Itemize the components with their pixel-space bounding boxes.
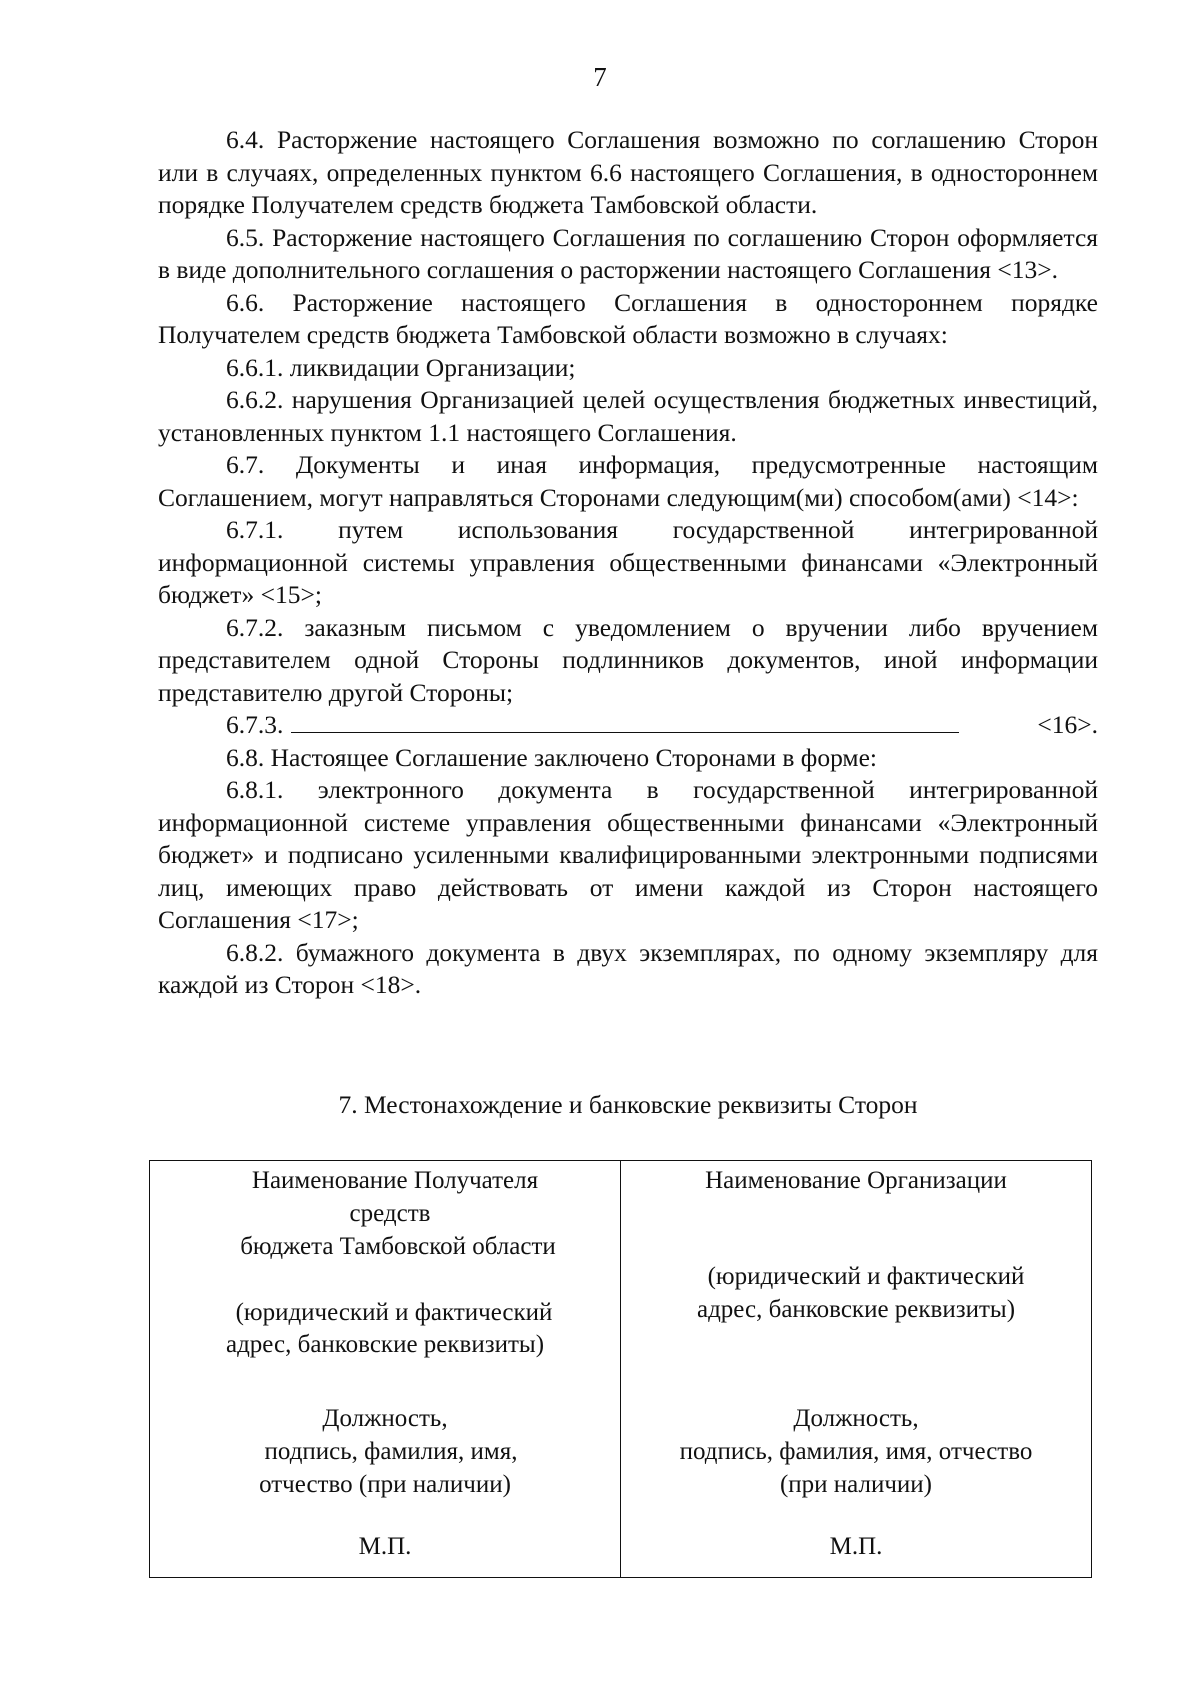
paragraph-6-8-2: 6.8.2. бумажного документа в двух экземплярах, по одному экземпляру для каждой из Сторон <18>. — [158, 937, 1098, 999]
fill-in-blank-line — [291, 710, 959, 733]
recipient-name-line1: Наименование Получателя — [251, 1167, 539, 1194]
paragraph-6-6: 6.6. Расторжение настоящего Соглашения в одностороннем порядке Получателем средств бюджета Тамбовской области возможно в случаях: — [158, 287, 1098, 349]
requisites-column-organization — [621, 1161, 1091, 1577]
organization-signature-line2: подпись, фамилия, имя, отчество — [679, 1438, 1033, 1465]
recipient-signature-line2: подпись, фамилия, имя, — [264, 1438, 518, 1465]
blank-item-label: 6.7.3. — [226, 710, 284, 739]
organization-name-line1: Наименование Организации — [705, 1167, 1007, 1194]
organization-signature-line3: (при наличии) — [779, 1471, 933, 1498]
recipient-signature-line3: отчество (при наличии) — [259, 1471, 511, 1498]
paragraph-6-6-2: 6.6.2. нарушения Организацией целей осуществления бюджетных инвестиций, установленных пунктом 1.1 настоящего Соглашения. — [158, 385, 1098, 447]
requisites-table — [149, 1160, 1092, 1578]
requisites-column-recipient — [150, 1161, 621, 1577]
blank-item-note: <16>. — [1037, 710, 1098, 739]
paragraph-6-8: 6.8. Настоящее Соглашение заключено Сторонами в форме: — [226, 742, 877, 772]
paragraph-6-8-1: 6.8.1. электронного документа в государственной интегрированной информационной системе управления общественными финансами «Электронный бюджет» и подписано усиленными квалифицированными электронными подписями лиц, имеющих право действовать от имени каждой из Сторон настоящего Соглашения <17>; — [158, 775, 1098, 934]
paragraph-6-7-3 — [158, 709, 1098, 742]
organization-seal: М.П. — [829, 1533, 883, 1560]
recipient-signature-line1: Должность, — [322, 1405, 448, 1432]
organization-address-line2: адрес, банковские реквизиты) — [696, 1296, 1016, 1323]
paragraph-6-7-2: 6.7.2. заказным письмом с уведомлением о вручении либо вручением представителем одной Стороны подлинников документов, иной информации представителю другой Стороны; — [158, 612, 1098, 707]
paragraph-6-5: 6.5. Расторжение настоящего Соглашения по соглашению Сторон оформляется в виде дополнительного соглашения о расторжении настоящего Соглашения <13>. — [158, 222, 1098, 284]
document-body — [158, 124, 1098, 1002]
recipient-name-line3: бюджета Тамбовской области — [240, 1233, 556, 1260]
recipient-name-line2: средств — [349, 1200, 431, 1227]
paragraph-6-4: 6.4. Расторжение настоящего Соглашения возможно по соглашению Сторон или в случаях, определенных пунктом 6.6 настоящего Соглашения, в одностороннем порядке Получателем средств бюджета Тамбовской области. — [158, 125, 1098, 219]
organization-address-line1: (юридический и фактический — [707, 1263, 1025, 1290]
organization-signature-line1: Должность, — [793, 1405, 919, 1432]
recipient-address-line2: адрес, банковские реквизиты) — [225, 1331, 545, 1358]
recipient-address-line1: (юридический и фактический — [235, 1299, 553, 1326]
recipient-seal: М.П. — [358, 1533, 412, 1560]
paragraph-6-7-1: 6.7.1. путем использования государственной интегрированной информационной системы управления общественными финансами «Электронный бюджет» <15>; — [158, 515, 1098, 609]
paragraph-6-6-1: 6.6.1. ликвидации Организации; — [226, 352, 576, 382]
page-number: 7 — [593, 62, 607, 92]
section-title: 7. Местонахождение и банковские реквизиты Сторон — [338, 1090, 918, 1119]
paragraph-6-7: 6.7. Документы и иная информация, предусмотренные настоящим Соглашением, могут направляться Сторонами следующим(ми) способом(ами) <14>: — [158, 450, 1098, 512]
